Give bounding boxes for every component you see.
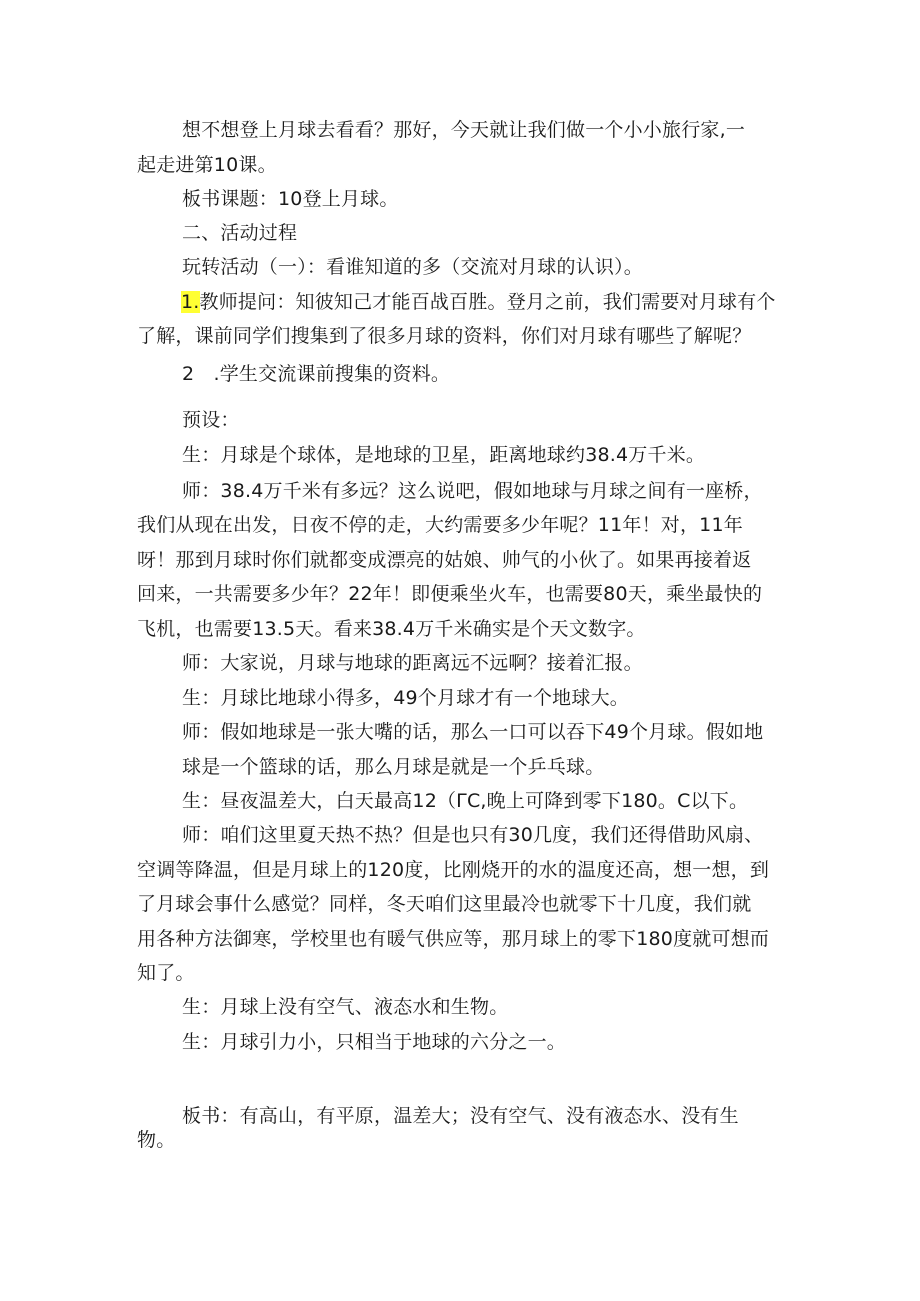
paragraph-line: 2 .学生交流课前搜集的资料。 (182, 363, 451, 385)
paragraph-line: 起走进第10课。 (137, 154, 277, 176)
paragraph-line: 了解，课前同学们搜集到了很多月球的资料，你们对月球有哪些了解呢？ (137, 325, 752, 347)
line-text: 教师提问：知彼知己才能百战百胜。登月之前，我们需要对月球有个 (199, 291, 776, 313)
paragraph-line: 球是一个篮球的话，那么月球是就是一个乒乓球。 (182, 756, 605, 778)
paragraph-line: 空调等降温，但是月球上的120度，比刚烧开的水的温度还高，想一想，到 (137, 859, 770, 881)
paragraph-line: 了月球会事什么感觉？同样，冬天咱们这里最冷也就零下十几度，我们就 (137, 893, 752, 915)
paragraph-line: 师：38.4万千米有多远？这么说吧，假如地球与月球之间有一座桥， (182, 480, 763, 502)
paragraph-line: 回来，一共需要多少年？22年！即便乘坐火车，也需要80天，乘坐最快的 (137, 583, 763, 605)
paragraph-line: 预设： (182, 409, 240, 431)
paragraph-line: 师：假如地球是一张大嘴的话，那么一口可以吞下49个月球。假如地 (182, 721, 764, 743)
paragraph-line: 生：月球上没有空气、液态水和生物。 (182, 996, 509, 1018)
paragraph-line: 我们从现在出发，日夜不停的走，大约需要多少年呢？11年！对，11年 (137, 514, 743, 536)
paragraph-line: 生：月球引力小，只相当于地球的六分之一。 (182, 1031, 567, 1053)
paragraph-line: 物。 (137, 1129, 176, 1151)
paragraph-line: 想不想登上月球去看看？那好，今天就让我们做一个小小旅行家,一 (182, 119, 746, 141)
section-heading: 二、活动过程 (182, 222, 298, 244)
activity-heading: 玩转活动（一）：看谁知道的多（交流对月球的认识）。 (182, 256, 644, 278)
paragraph-line (181, 290, 776, 314)
paragraph-line: 板书课题：10登上月球。 (182, 188, 399, 210)
paragraph-line: 师：咱们这里夏天热不热？但是也只有30几度，我们还得借助风扇、 (182, 824, 764, 846)
paragraph-line: 呀！那到月球时你们就都变成漂亮的姑娘、帅气的小伙了。如果再接着返 (137, 549, 752, 571)
paragraph-line: 生：月球比地球小得多，49个月球才有一个地球大。 (182, 687, 629, 709)
paragraph-line: 生：昼夜温差大，白天最高12（ΓC,晚上可降到零下180。C以下。 (182, 790, 749, 812)
blackboard-summary: 板书：有高山，有平原，温差大；没有空气、没有液态水、没有生 (182, 1105, 739, 1127)
highlighted-number: 1. (181, 291, 200, 313)
paragraph-line: 生：月球是个球体，是地球的卫星，距离地球约38.4万千米。 (182, 444, 706, 466)
paragraph-line: 知了。 (137, 962, 195, 984)
paragraph-line: 师：大家说，月球与地球的距离远不远啊？接着汇报。 (182, 652, 643, 674)
paragraph-line: 用各种方法御寒，学校里也有暖气供应等，那月球上的零下180度就可想而 (137, 928, 770, 950)
paragraph-line: 飞机，也需要13.5天。看来38.4万千米确实是个天文数字。 (137, 618, 646, 640)
